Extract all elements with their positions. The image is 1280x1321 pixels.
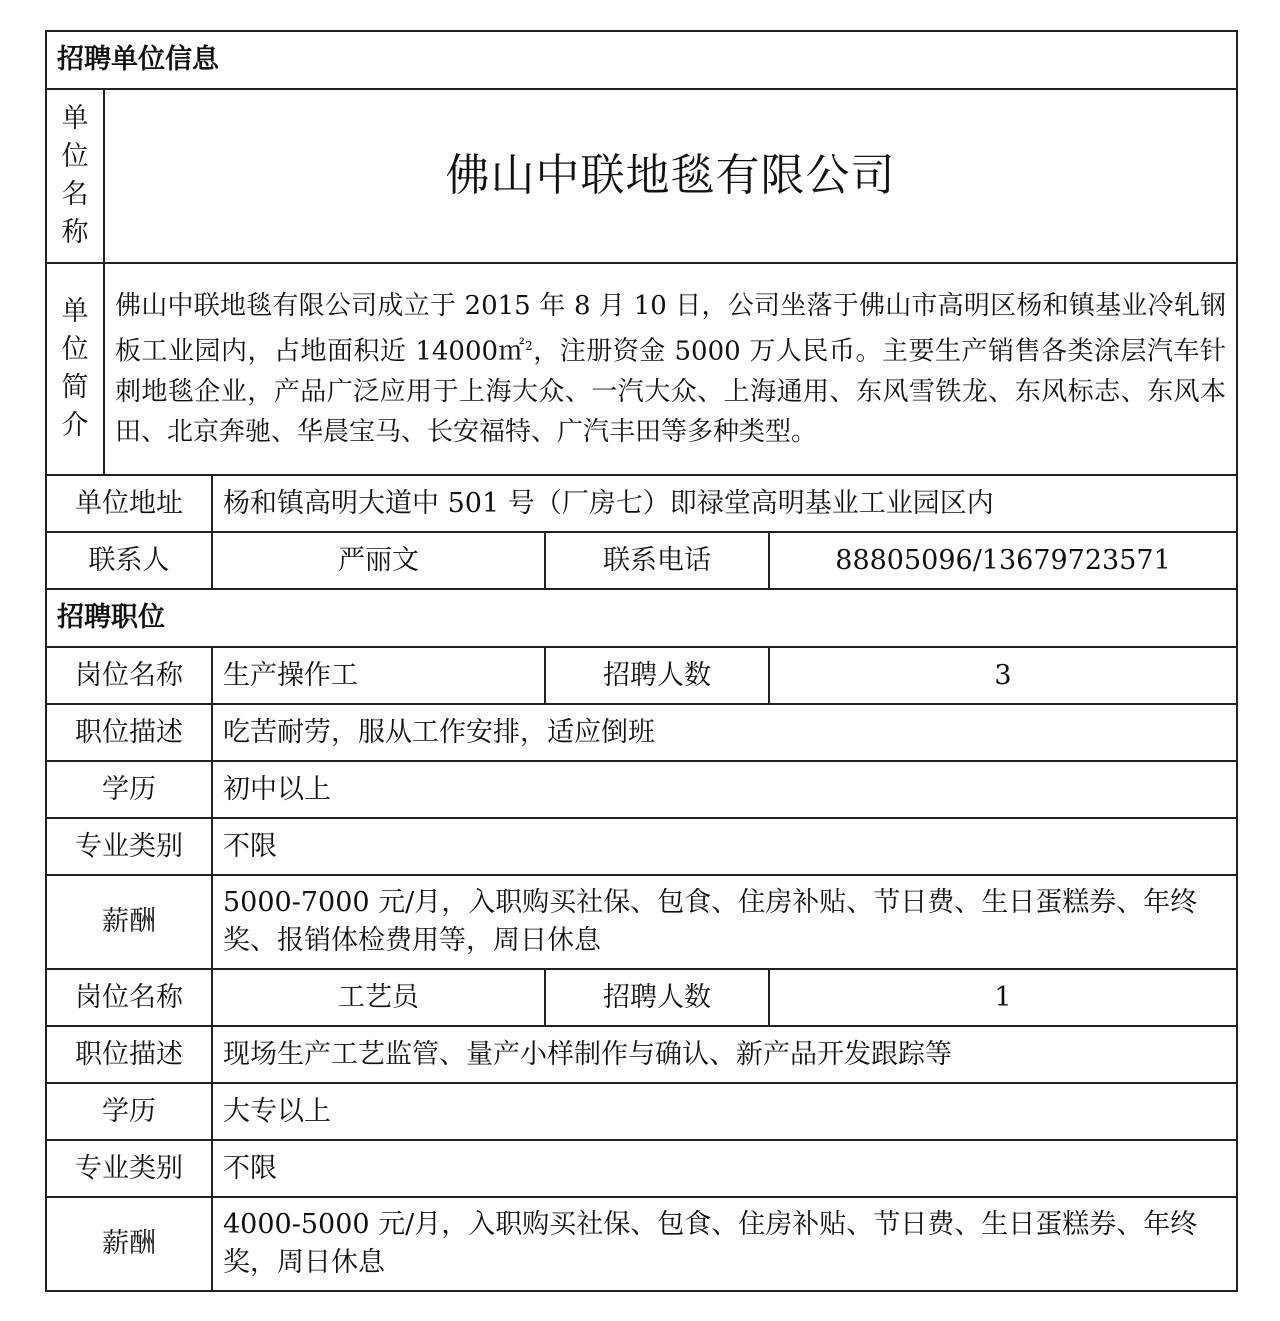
company-intro-row xyxy=(46,263,1237,475)
job-count-value: 1 xyxy=(769,969,1237,1026)
job-title-label: 岗位名称 xyxy=(46,647,212,704)
job-salary-value: 4000-5000 元/月，入职购买社保、包食、住房补贴、节日费、生日蛋糕券、年终奖，周日休息 xyxy=(212,1197,1237,1291)
job-major-label: 专业类别 xyxy=(46,818,212,875)
job-salary-row xyxy=(46,1197,1237,1291)
job-major-value: 不限 xyxy=(212,818,1237,875)
job-desc-value: 现场生产工艺监管、量产小样制作与确认、新产品开发跟踪等 xyxy=(212,1026,1237,1083)
recruitment-sheet xyxy=(45,30,1236,1292)
address-row xyxy=(46,475,1237,532)
section-row-company xyxy=(46,31,1237,89)
phone-label: 联系电话 xyxy=(545,532,769,589)
contact-row xyxy=(46,532,1237,589)
job-title-row xyxy=(46,647,1237,704)
recruitment-table xyxy=(45,30,1238,1292)
company-name: 佛山中联地毯有限公司 xyxy=(104,89,1237,263)
company-name-row xyxy=(46,89,1237,263)
job-title-row xyxy=(46,969,1237,1026)
job-salary-label: 薪酬 xyxy=(46,1197,212,1291)
job-title-value: 生产操作工 xyxy=(212,647,545,704)
job-count-value: 3 xyxy=(769,647,1237,704)
job-desc-label: 职位描述 xyxy=(46,1026,212,1083)
job-edu-value: 大专以上 xyxy=(212,1083,1237,1140)
address-label: 单位地址 xyxy=(46,475,212,532)
job-edu-row xyxy=(46,761,1237,818)
job-desc-row xyxy=(46,1026,1237,1083)
job-title-label: 岗位名称 xyxy=(46,969,212,1026)
job-salary-row xyxy=(46,875,1237,969)
contact-label: 联系人 xyxy=(46,532,212,589)
company-intro-label: 单 位 简 介 xyxy=(46,263,104,475)
section-title-jobs: 招聘职位 xyxy=(46,589,1237,647)
job-count-label: 招聘人数 xyxy=(545,969,769,1026)
job-desc-value: 吃苦耐劳，服从工作安排，适应倒班 xyxy=(212,704,1237,761)
job-count-label: 招聘人数 xyxy=(545,647,769,704)
job-major-label: 专业类别 xyxy=(46,1140,212,1197)
address-value: 杨和镇高明大道中 501 号（厂房七）即禄堂高明基业工业园区内 xyxy=(212,475,1237,532)
company-intro: 佛山中联地毯有限公司成立于 2015 年 8 月 10 日，公司坐落于佛山市高明区杨和镇基业冷轧钢板工业园内，占地面积近 14000㎡$^2$，注册资金 5000 万人民币。主要生产销售各类涂层汽车针刺地毯企业，产品广泛应用于上海大众、一汽大众、上海通用、东风雪铁龙、东风标志、东风本田、北京奔驰、华晨宝马、长安福特、广汽丰田等多种类型。 xyxy=(104,263,1237,475)
job-salary-label: 薪酬 xyxy=(46,875,212,969)
section-row-jobs xyxy=(46,589,1237,647)
contact-value: 严丽文 xyxy=(212,532,545,589)
job-desc-row xyxy=(46,704,1237,761)
company-name-label: 单 位 名 称 xyxy=(46,89,104,263)
job-major-row xyxy=(46,818,1237,875)
job-major-row xyxy=(46,1140,1237,1197)
job-edu-value: 初中以上 xyxy=(212,761,1237,818)
job-title-value: 工艺员 xyxy=(212,969,545,1026)
job-salary-value: 5000-7000 元/月，入职购买社保、包食、住房补贴、节日费、生日蛋糕券、年终奖、报销体检费用等，周日休息 xyxy=(212,875,1237,969)
job-edu-label: 学历 xyxy=(46,1083,212,1140)
job-desc-label: 职位描述 xyxy=(46,704,212,761)
phone-value: 88805096/13679723571 xyxy=(769,532,1237,589)
job-edu-row xyxy=(46,1083,1237,1140)
section-title-company: 招聘单位信息 xyxy=(46,31,1237,89)
job-major-value: 不限 xyxy=(212,1140,1237,1197)
job-edu-label: 学历 xyxy=(46,761,212,818)
